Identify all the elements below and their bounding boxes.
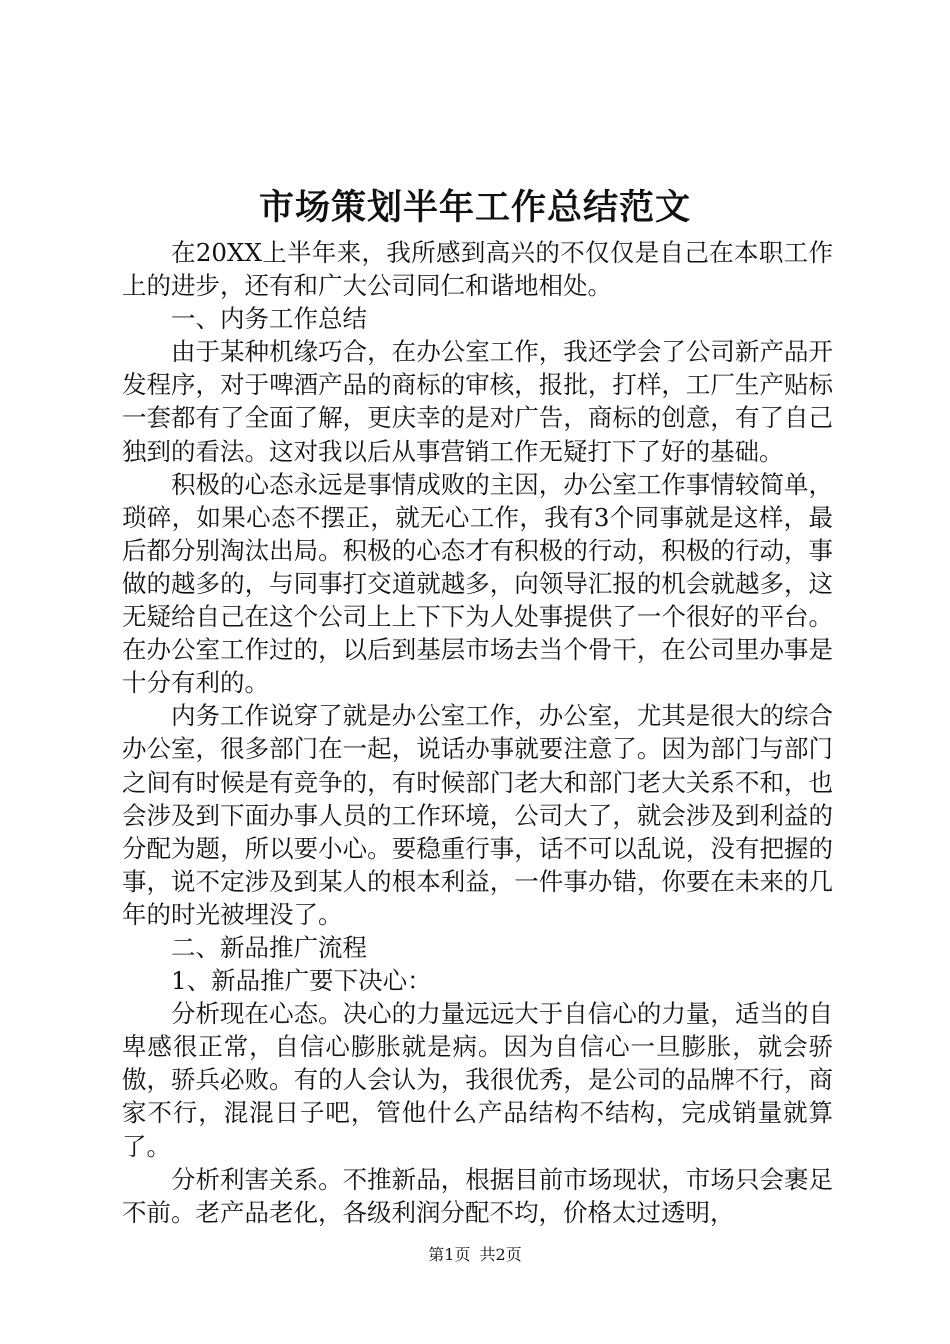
paragraph: 内务工作说穿了就是办公室工作，办公室，尤其是很大的综合办公室，很多部门在一起，说话办事就要注意了。因为部门与部门之间有时候是有竞争的，有时候部门老大和部门老大关系不和，也会涉及到下面办事人员的工作环境，公司大了，就会涉及到利益的分配为题，所以要小心。要稳重行事，话不可以乱说，没有把握的事，说不定涉及到某人的根本利益，一件事办错，你要在未来的几年的时光被埋没了。 <box>122 701 833 929</box>
paragraph: 分析利害关系。不推新品，根据目前市场现状，市场只会裹足不前。老产品老化，各级利润分配不均，价格太过透明， <box>122 1164 833 1227</box>
section-heading-new-product-promotion: 二、新品推广流程 <box>171 932 367 962</box>
paragraph: 由于某种机缘巧合，在办公室工作，我还学会了公司新产品开发程序，对于啤酒产品的商标的审核，报批，打样，工厂生产贴标一套都有了全面了解，更庆幸的是对广告，商标的创意，有了自己独到的看法。这对我以后从事营销工作无疑打下了好的基础。 <box>122 337 833 466</box>
document-body <box>122 236 833 1229</box>
subsection-heading: 1、新品推广要下决心： <box>171 966 432 996</box>
section-heading-internal-affairs: 一、内务工作总结 <box>171 304 367 334</box>
page-number-footer: 第1页 共2页 <box>428 1245 522 1264</box>
document-title: 市场策划半年工作总结范文 <box>258 187 691 228</box>
paragraph-intro: 在20XX上半年来，我所感到高兴的不仅仅是自己在本职工作上的进步，还有和广大公司同仁和谐地相处。 <box>122 238 833 301</box>
paragraph: 积极的心态永远是事情成败的主因，办公室工作事情较简单，琐碎，如果心态不摆正，就无心工作，我有3个同事就是这样，最后都分别淘汰出局。积极的心态才有积极的行动，积极的行动，事做的越多的，与同事打交道就越多，向领导汇报的机会就越多，这无疑给自己在这个公司上上下下为人处事提供了一个很好的平台。在办公室工作过的，以后到基层市场去当个骨干，在公司里办事是十分有利的。 <box>122 469 833 698</box>
paragraph: 分析现在心态。决心的力量远远大于自信心的力量，适当的自卑感很正常，自信心膨胀就是病。因为自信心一旦膨胀，就会骄傲，骄兵必败。有的人会认为，我很优秀，是公司的品牌不行，商家不行，混混日子吧，管他什么产品结构不结构，完成销量就算了。 <box>122 999 833 1161</box>
